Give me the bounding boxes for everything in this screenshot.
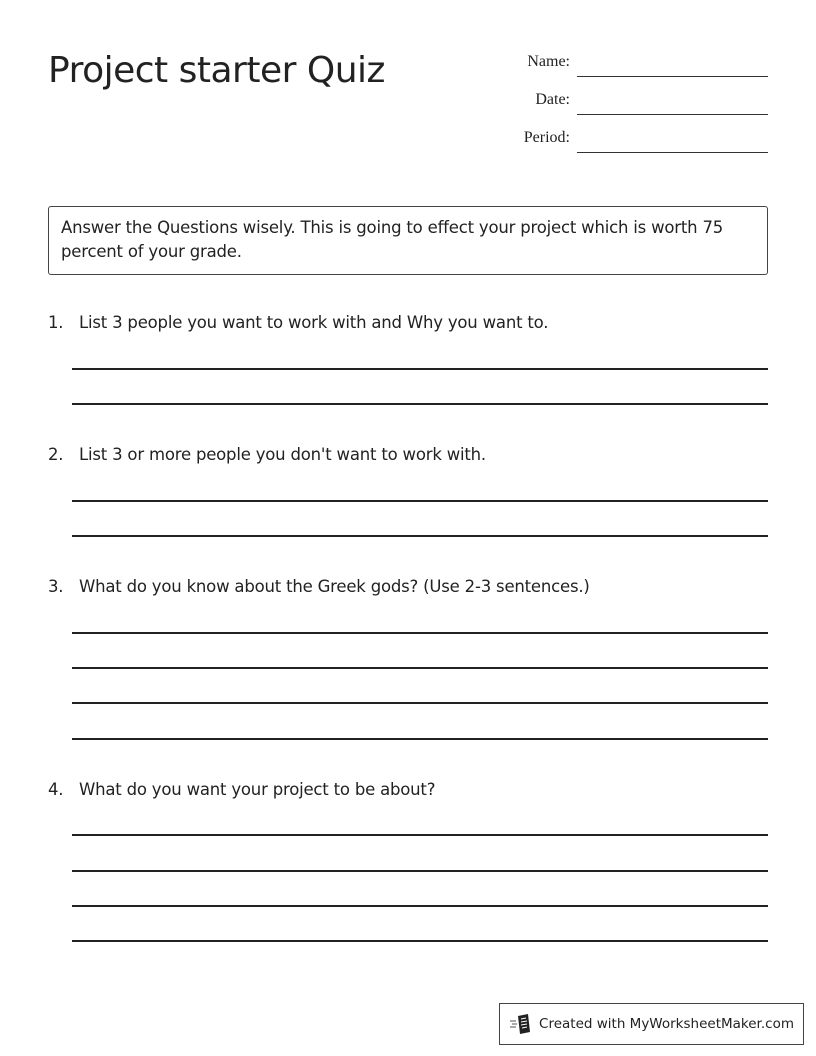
date-field-row bbox=[490, 88, 770, 126]
question-number: 4. bbox=[48, 780, 64, 799]
answer-line[interactable] bbox=[72, 667, 768, 669]
name-field-row bbox=[490, 50, 770, 88]
footer-credit[interactable] bbox=[499, 1003, 804, 1045]
date-label: Date: bbox=[535, 91, 570, 108]
question-2-prompt bbox=[48, 444, 768, 466]
name-label: Name: bbox=[527, 53, 570, 70]
name-field[interactable] bbox=[577, 76, 768, 77]
question-4 bbox=[48, 779, 768, 801]
instructions-box: Answer the Questions wisely. This is going to effect your project which is worth 75 percent of your grade. bbox=[48, 206, 768, 275]
question-1-prompt bbox=[48, 312, 768, 334]
period-label: Period: bbox=[523, 129, 570, 146]
period-field-row bbox=[490, 126, 770, 164]
question-2 bbox=[48, 444, 768, 466]
question-3-prompt bbox=[48, 576, 768, 598]
answer-line[interactable] bbox=[72, 870, 768, 872]
question-4-prompt bbox=[48, 779, 768, 801]
question-1 bbox=[48, 312, 768, 334]
period-field[interactable] bbox=[577, 152, 768, 153]
worksheet-maker-logo-icon bbox=[509, 1013, 533, 1035]
student-info-fields bbox=[490, 50, 770, 164]
answer-line[interactable] bbox=[72, 834, 768, 836]
answer-line[interactable] bbox=[72, 702, 768, 704]
question-text: What do you want your project to be about? bbox=[79, 780, 436, 799]
answer-line[interactable] bbox=[72, 905, 768, 907]
answer-line[interactable] bbox=[72, 940, 768, 942]
question-text: List 3 or more people you don't want to work with. bbox=[79, 445, 486, 464]
answer-line[interactable] bbox=[72, 738, 768, 740]
question-text: List 3 people you want to work with and Why you want to. bbox=[79, 313, 549, 332]
answer-line[interactable] bbox=[72, 632, 768, 634]
page-title: Project starter Quiz bbox=[48, 50, 385, 91]
question-number: 3. bbox=[48, 577, 64, 596]
date-field[interactable] bbox=[577, 114, 768, 115]
question-3 bbox=[48, 576, 768, 598]
question-number: 2. bbox=[48, 445, 64, 464]
question-number: 1. bbox=[48, 313, 64, 332]
footer-text: Created with MyWorksheetMaker.com bbox=[539, 1016, 794, 1032]
answer-line[interactable] bbox=[72, 368, 768, 370]
question-text: What do you know about the Greek gods? (Use 2-3 sentences.) bbox=[79, 577, 590, 596]
answer-line[interactable] bbox=[72, 535, 768, 537]
answer-line[interactable] bbox=[72, 403, 768, 405]
answer-line[interactable] bbox=[72, 500, 768, 502]
